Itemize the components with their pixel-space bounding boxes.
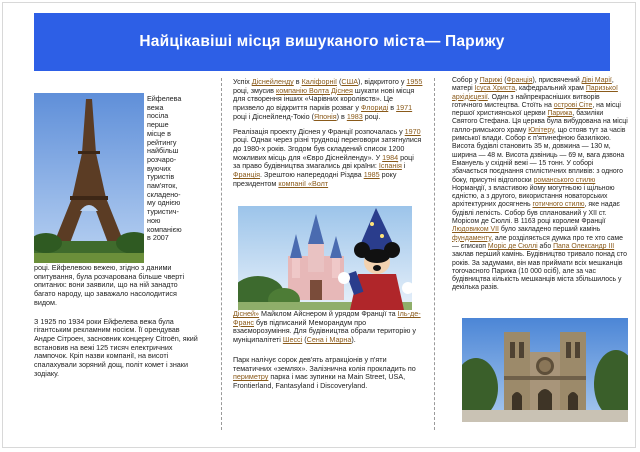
link-foundation[interactable]: фундаменту xyxy=(452,234,492,242)
link-ile-de-france[interactable]: Іль-де-Франс xyxy=(233,309,421,327)
notre-dame-paragraph: Собор у Парижі (Франція), присвячений Діві Марії, матері Ісуса Христа, кафедральний храм Паризької архідієцезії. Один з найпрекрасніших витворів готичного мистецтва. Стоїть на острові Сіте, на місці першої християнської церкви Парижа, базиліки Святого Стефана. Ця церква була вибудована на місці галло-римського храму Юпітеру, що стояв тут за часів римської влади. Собор є п'ятинефною базилікою. Висота будівлі становить 35 м, довжина — 130 м, ширина — 48 м. Висота дзвіниць — 69 м, вага дзвона Емануель у східній вежі — 15 тонн. У соборі збачається поєднання стилістичних впливів: з одного боку, присутні відголоски романського стилю Нормандії, з властивою йому могутньою і щільною єдністю, а з другого, використання новаторських архітектурних досягнень готичного стилю, яке надає будівлі легкість. Собор був спланований у XII ст. Морісом де Сюллі. В 1163 році королем Франції Людовиком VII було закладено перший камінь фундаменту, але розділяється думка про те хто саме — єпископ Моріс де Сюллі або Папа Олександр III заклав перший камінь. Будівництво тривало понад сто років. За задумами, він мав приймати всіх мешканців тогочасного Парижа (10 000 осіб), але за час будівництва кількість мешканців міста збільшилось у декілька разів. xyxy=(452,77,628,292)
link-chessy[interactable]: Шессі xyxy=(282,335,303,345)
disney-text-top xyxy=(233,78,423,192)
text-line: компанією xyxy=(147,224,182,234)
text-line: туристич- xyxy=(147,207,179,217)
notre-dame-photo xyxy=(462,318,628,422)
link-spain[interactable]: Іспанія xyxy=(378,161,402,171)
text-line: посіла xyxy=(147,111,169,121)
text-line: Ейфелева xyxy=(147,94,182,103)
link-seine-et-marne[interactable]: Сена і Марна xyxy=(306,335,352,345)
link-1985[interactable]: 1985 xyxy=(363,170,380,180)
link-walt-disney-company-2[interactable]: компанії «Волт xyxy=(278,178,329,188)
link-1955[interactable]: 1955 xyxy=(406,77,423,86)
link-pope-alexander-iii[interactable]: Папа Олександр III xyxy=(553,242,615,250)
link-virgin-mary[interactable]: Діві Марії xyxy=(581,77,612,84)
text-line: в 2007 xyxy=(147,233,169,243)
text-line: пам'яток, xyxy=(147,181,178,191)
text-line: вежа xyxy=(147,102,164,112)
column-divider-2 xyxy=(434,78,436,430)
text-line: складено- xyxy=(147,189,181,199)
disney-paragraph-1: Успіх Діснейленду в Каліфорнії (США), відкритого у 1955 році, змусив компанію Волта Діснея шукати нові місця для створення інших «Чарівних королівств». Це призвело до відкриття парків розваг у Флориді в 1971 році і Діснейленд-Токіо (Японія) в 1983 році. xyxy=(233,77,423,121)
text-line: найбільш xyxy=(147,146,179,156)
link-florida[interactable]: Флориді xyxy=(361,103,389,113)
disney-paragraph-3: Дісней» Майклом Айснером й урядом Франції та Іль-де-Франс був підписаний Меморандум про взаєморозуміння. Для будівництва обрали територію у муніципалітеті Шессі (Сена і Марна). xyxy=(233,309,421,345)
disney-paragraph-2: Реалізація проекту Діснея у Франції розпочалась у 1970 році. Однак через різні трудноці переговори затягнулися до 1980-х років. Згодом був складений список 1200 можливих місць для «Євро Діснейленду». У 1984 році за право будівництва змагались дві країни: Іспанія і Франція. Зрештою напередодні Різдва 1985 року президентом компанії «Волт xyxy=(233,126,422,188)
eiffel-paragraph-1: році. Ейфелевою вежею, згідно з даними опитування, була розчарована більше чверті опитаних: вони заявили, що на ній занадто багато народу, що заважало насолодитися видом. xyxy=(34,263,185,307)
text-line: розчаро- xyxy=(147,154,177,164)
text-line: вуючих xyxy=(147,163,171,173)
link-1971[interactable]: 1971 xyxy=(396,103,413,113)
link-walt-disney-company[interactable]: компанію Волта Діснея xyxy=(275,85,353,95)
link-usa[interactable]: США xyxy=(341,77,358,86)
link-louis-vii[interactable]: Людовиком VII xyxy=(452,226,499,234)
link-paris-2[interactable]: Парижа xyxy=(547,110,573,118)
eiffel-text xyxy=(34,264,198,382)
link-1970[interactable]: 1970 xyxy=(404,126,421,136)
link-paris[interactable]: Парижі xyxy=(479,77,503,84)
disney-text-bottom xyxy=(233,310,423,395)
link-disneyland[interactable]: Діснейленду xyxy=(251,77,294,86)
link-romanesque-style[interactable]: романського стилю xyxy=(533,176,596,184)
text-line: му однією xyxy=(147,198,181,208)
link-paris-archdiocese[interactable]: Паризької архідієцезії xyxy=(452,85,618,101)
link-1983[interactable]: 1983 xyxy=(346,111,363,121)
link-jupiter[interactable]: Юпітеру xyxy=(528,126,554,134)
link-france-2[interactable]: Франція xyxy=(506,77,533,84)
text-line: місце в xyxy=(147,128,171,138)
notre-dame-text xyxy=(452,77,628,297)
link-jesus-christ[interactable]: Ісуса Христа xyxy=(474,85,516,93)
link-disney[interactable]: Дісней» xyxy=(233,309,260,318)
title-banner xyxy=(34,13,610,71)
link-california[interactable]: Каліфорнії xyxy=(301,77,338,86)
eiffel-paragraph-2: З 1925 по 1934 роки Ейфелева вежа була гігантським рекламним носієм. Її орендував Андре Сітроен, засновник концерну Citroën, який встановив на вежі 125 тисяч електричних лампочок. Кріп назви компанії, на висоті спалахували зоряний дощ, політ комет і знаки зодіаку. xyxy=(34,316,198,378)
page-title: Найцікавіші місця вишуканого міста— Парижу xyxy=(139,33,505,50)
text-line: рейтингу xyxy=(147,137,177,147)
text-line: туристів xyxy=(147,172,175,182)
disneyland-castle-mickey-photo xyxy=(238,206,412,310)
link-maurice-de-sully[interactable]: Моріс де Сюллі xyxy=(487,242,538,250)
eiffel-narrow-text xyxy=(147,95,197,243)
link-ile-de-la-cite[interactable]: острові Сіте xyxy=(553,101,593,109)
link-1984[interactable]: 1984 xyxy=(382,152,399,162)
column-divider-1 xyxy=(221,78,223,430)
link-france[interactable]: Франція xyxy=(233,170,261,180)
disney-paragraph-4: Парк налічує сорок дев'ять атракціонів у п'яти тематичних «землях». Залізнична колія прокладить по периметру парка і має зупинки на Main Street, USA, Frontierland, Fantasyland і Discoveryland. xyxy=(233,354,416,390)
eiffel-tower-photo xyxy=(34,93,144,263)
link-gothic-style[interactable]: готичного стилю xyxy=(532,201,585,209)
link-japan[interactable]: Японія xyxy=(314,111,337,121)
link-perimeter[interactable]: периметру xyxy=(233,372,269,382)
text-line: ною xyxy=(147,215,161,225)
text-line: перше xyxy=(147,120,169,130)
